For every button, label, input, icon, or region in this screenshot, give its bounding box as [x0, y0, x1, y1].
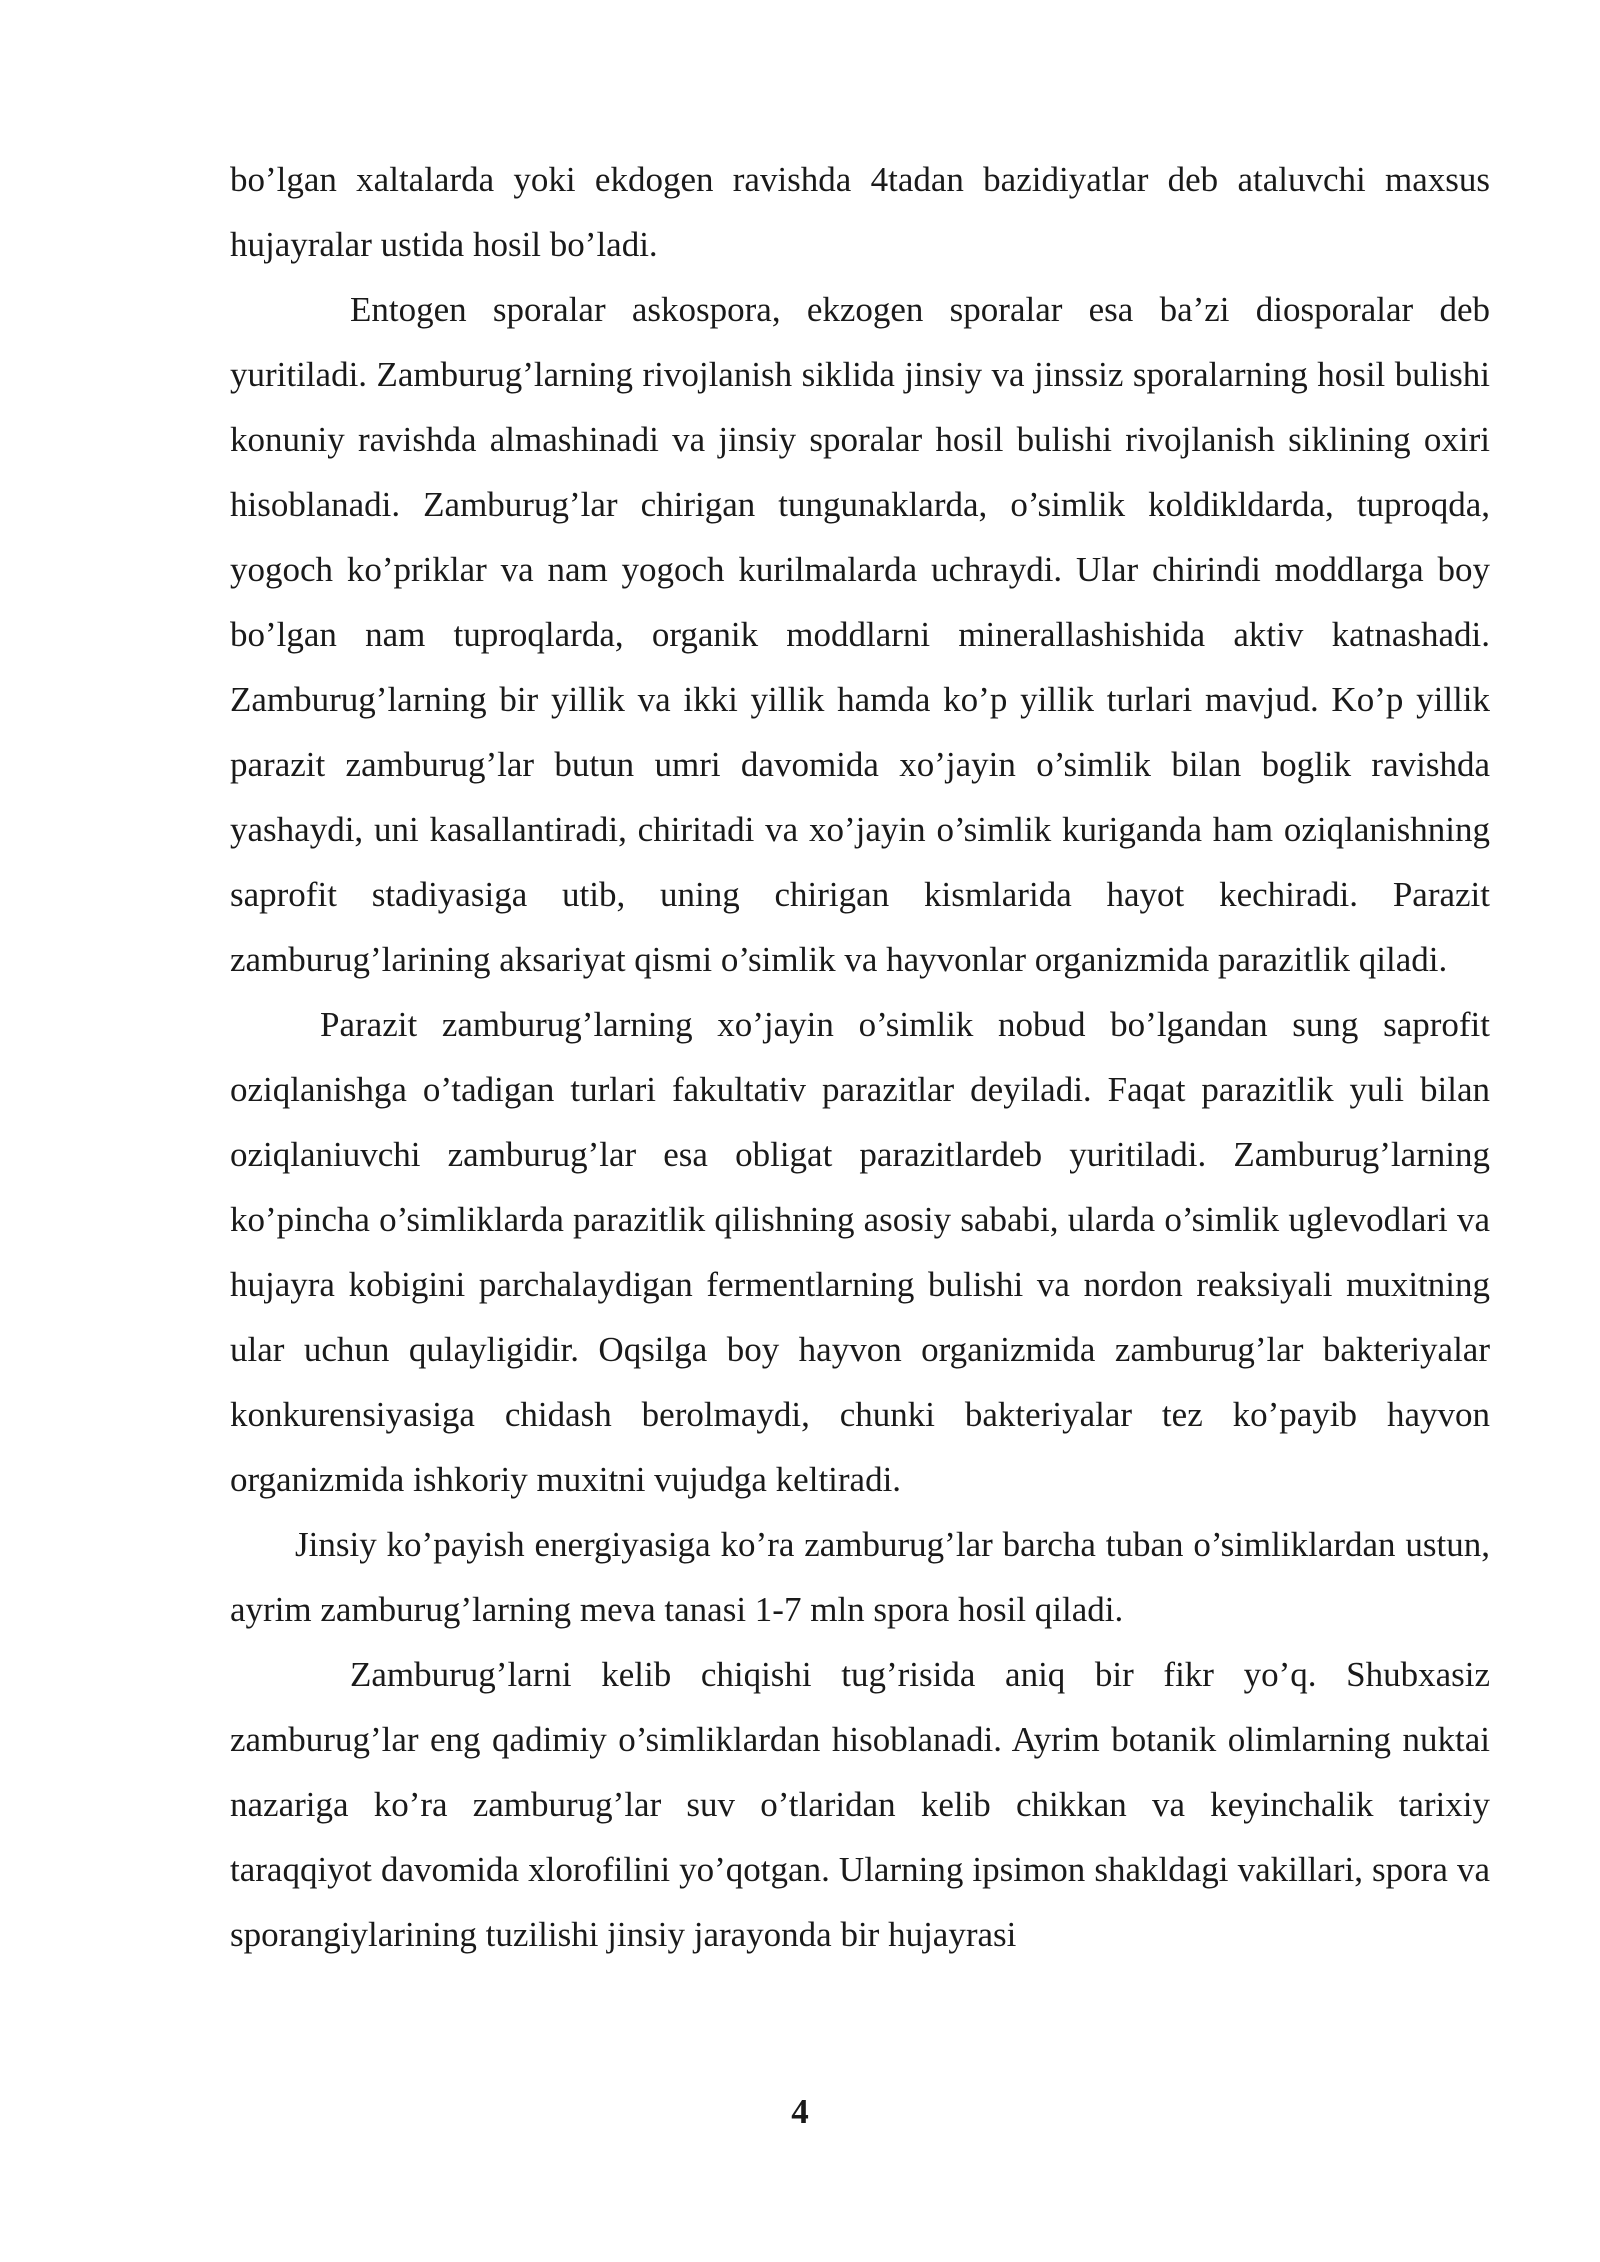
paragraph: Entogen sporalar askospora, ekzogen sporalar esa ba’zi diosporalar deb yuritiladi. Zamburug’larning rivojlanish siklida jinsiy va jinssiz sporalarning hosil bulishi konuniy ravishda almashinadi va jinsiy sporalar hosil bulishi rivojlanish siklining oxiri hisoblanadi. Zamburug’lar chirigan tungunaklarda, o’simlik koldikldarda, tuproqda, yogoch ko’priklar va nam yogoch kurilmalarda uchraydi. Ular chirindi moddlarga boy bo’lgan nam tuproqlarda, organik moddlarni minerallashishida aktiv katnashadi. Zamburug’larning bir yillik va ikki yillik hamda ko’p yillik turlari mavjud. Ko’p yillik parazit zamburug’lar butun umri davomida xo’jayin o’simlik bilan boglik ravishda yashaydi, uni kasallantiradi, chiritadi va xo’jayin o’simlik kuriganda ham oziqlanishning saprofit stadiyasiga utib, uning chirigan kismlarida hayot kechiradi. Parazit zamburug’larining aksariyat qismi o’simlik va hayvonlar organizmida parazitlik qiladi.: [230, 290, 1490, 979]
paragraph: Zamburug’larni kelib chiqishi tug’risida aniq bir fikr yo’q. Shubxasiz zamburug’lar eng qadimiy o’simliklardan hisoblanadi. Ayrim botanik olimlarning nuktai nazariga ko’ra zamburug’lar suv o’tlaridan kelib chikkan va keyinchalik tarixiy taraqqiyot davomida xlorofilini yo’qotgan. Ularning ipsimon shakldagi vakillari, spora va sporangiylarining tuzilishi jinsiy jarayonda bir hujayrasi: [230, 1655, 1490, 1954]
body-text: [230, 147, 1490, 1967]
paragraph: Jinsiy ko’payish energiyasiga ko’ra zamburug’lar barcha tuban o’simliklardan ustun, ayrim zamburug’larning meva tanasi 1-7 mln spora hosil qiladi.: [230, 1525, 1490, 1629]
paragraph: bo’lgan xaltalarda yoki ekdogen ravishda 4tadan bazidiyatlar deb ataluvchi maxsus hujayralar ustida hosil bo’ladi.: [230, 160, 1490, 264]
paragraph: Parazit zamburug’larning xo’jayin o’simlik nobud bo’lgandan sung saprofit oziqlanishga o’tadigan turlari fakultativ parazitlar deyiladi. Faqat parazitlik yuli bilan oziqlaniuvchi zamburug’lar esa obligat parazitlardeb yuritiladi. Zamburug’larning ko’pincha o’simliklarda parazitlik qilishning asosiy sababi, ularda o’simlik uglevodlari va hujayra kobigini parchalaydigan fermentlarning bulishi va nordon reaksiyali muxitning ular uchun qulayligidir. Oqsilga boy hayvon organizmida zamburug’lar bakteriyalar konkurensiyasiga chidash berolmaydi, chunki bakteriyalar tez ko’payib hayvon organizmida ishkoriy muxitni vujudga keltiradi.: [230, 1005, 1490, 1499]
page-number: 4: [791, 2092, 809, 2131]
